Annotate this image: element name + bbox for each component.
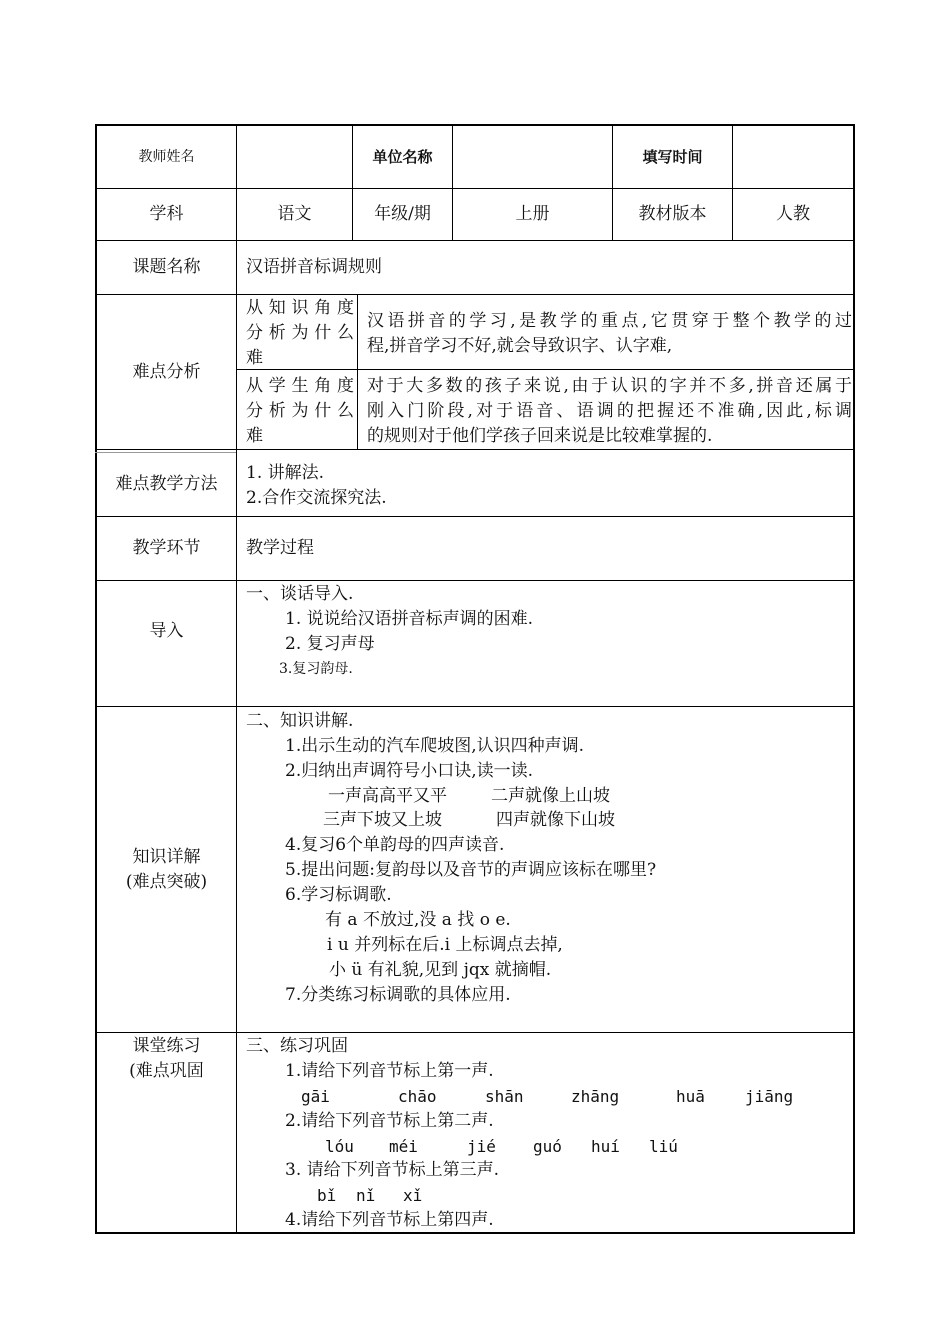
unit-name-value bbox=[453, 126, 612, 188]
pinyin-word: shān bbox=[485, 1087, 524, 1106]
subject-value: 语文 bbox=[277, 204, 312, 224]
rhyme-fourth-tone: 四声就像下山坡 bbox=[496, 810, 615, 830]
topic-value: 汉语拼音标调规则 bbox=[246, 257, 382, 277]
teacher-name-label: 教师姓名 bbox=[138, 148, 195, 165]
knowledge-item-4: 4.复习6个单韵母的四声读音. bbox=[285, 835, 505, 855]
knowledge-item-6: 6.学习标调歌. bbox=[285, 885, 392, 905]
process-value: 教学过程 bbox=[246, 538, 314, 558]
song-line-1: 有 a 不放过,没 a 找 o e. bbox=[325, 910, 511, 930]
pinyin-word: liú bbox=[649, 1137, 678, 1156]
topic-label: 课题名称 bbox=[132, 257, 201, 277]
song-line-3: 小 ü 有礼貌,见到 jqx 就摘帽. bbox=[329, 960, 552, 980]
grade-value: 上册 bbox=[515, 204, 550, 224]
pinyin-word: jié bbox=[467, 1137, 496, 1156]
teacher-name-value bbox=[237, 126, 352, 188]
difficulty-label: 难点分析 bbox=[132, 361, 201, 382]
subject-label: 学科 bbox=[149, 204, 184, 224]
rhyme-third-tone: 三声下坡又上坡 bbox=[323, 810, 442, 830]
rhyme-second-tone: 二声就像上山坡 bbox=[491, 786, 610, 806]
knowledge-item-7: 7.分类练习标调歌的具体应用. bbox=[285, 985, 511, 1005]
knowledge-item-5: 5.提出问题:复韵母以及音节的声调应该标在哪里? bbox=[285, 860, 657, 880]
knowledge-item-1: 1.出示生动的汽车爬坡图,认识四种声调. bbox=[285, 736, 585, 756]
edition-label: 教材版本 bbox=[638, 204, 707, 224]
fill-time-label: 填写时间 bbox=[642, 147, 703, 166]
document-page: 教师姓名 单位名称 填写时间 学科 语文 年级/期 上册 教材版本 人教 课题名称 汉语拼音标调规则 难点分析 从知识角度 分析为什么 难 汉语拼音的学习,是教学的重点,它贯穿于整个教学的过 程,拼音学习不好,就会导致识字、认字难, 从学生角度 分析为什么 难 对于大多数的孩子来说,由于认识的字并不多,拼音还属于 刚入门阶段,对于语音、语调的把握还不准确,因此,标调 的规则对于他们学孩子回来说是比较难掌握的. 难点教学方法 1. 讲解法. 2.合作交流探究法. 教学环节 教学过程 导入 一、谈话导入. 1. 说说给汉语拼音标声调的困难. 2. 复习声母 3.复习韵母. 知识详解 (难点突破) 二、知识讲解. 1.出示生动的汽车爬坡图,认识四种声调. 2.归纳出声调符号小口诀,读一读. 一声高高平又平 二声就像上山坡 三声下坡又上坡 四声就像下山坡 4.复习6个单韵母的四声读音. 5.提出问题:复韵母以及音节的声调应该标在哪里? 6.学习标调歌. 有 a 不放过,没 a 找 o e. i u 并列标在后.i 上标调点去掉, 小 ü 有礼貌,见到 jqx 就摘帽. 7.分类练习标调歌的具体应用. 课堂练习 (难点巩固 三、练习巩固 1.请给下列音节标上第一声. gāi chāo shān zhāng huā jiāng 2.请给下列音节标上第二声. lóu méi jié guó huí liú 3. 请给下列音节标上第三声. bǐ nǐ xǐ 4.请给下列音节标上第四声. bbox=[0, 0, 950, 1344]
practice-q3: 3. 请给下列音节标上第三声. bbox=[285, 1160, 500, 1180]
intro-title: 一、谈话导入. bbox=[246, 584, 354, 604]
rhyme-first-tone: 一声高高平又平 bbox=[328, 786, 447, 806]
intro-item-3: 3.复习韵母. bbox=[279, 661, 353, 677]
intro-label: 导入 bbox=[149, 621, 184, 641]
grade-label: 年级/期 bbox=[374, 204, 431, 224]
practice-q4: 4.请给下列音节标上第四声. bbox=[285, 1210, 494, 1230]
pinyin-word: méi bbox=[389, 1137, 418, 1156]
pinyin-word: bǐ bbox=[317, 1186, 337, 1205]
intro-item-1: 1. 说说给汉语拼音标声调的困难. bbox=[285, 609, 534, 629]
intro-item-2: 2. 复习声母 bbox=[285, 634, 375, 654]
practice-title: 三、练习巩固 bbox=[246, 1036, 348, 1056]
practice-q2: 2.请给下列音节标上第二声. bbox=[285, 1111, 494, 1131]
pinyin-word: nǐ bbox=[356, 1186, 376, 1205]
pinyin-word: gāi bbox=[301, 1087, 330, 1106]
knowledge-title: 二、知识讲解. bbox=[246, 711, 354, 731]
knowledge-item-2: 2.归纳出声调符号小口诀,读一读. bbox=[285, 761, 534, 781]
song-line-2: i u 并列标在后.i 上标调点去掉, bbox=[327, 935, 563, 955]
process-label: 教学环节 bbox=[132, 538, 201, 558]
practice-q1: 1.请给下列音节标上第一声. bbox=[285, 1061, 494, 1081]
pinyin-word: jiāng bbox=[745, 1087, 794, 1106]
method-line-1: 1. 讲解法. bbox=[246, 463, 325, 483]
pinyin-word: huí bbox=[591, 1137, 620, 1156]
unit-name-label: 单位名称 bbox=[372, 147, 433, 166]
edition-value: 人教 bbox=[776, 204, 810, 224]
pinyin-word: guó bbox=[533, 1137, 562, 1156]
fill-time-value bbox=[733, 126, 853, 188]
method-label: 难点教学方法 bbox=[115, 474, 218, 494]
pinyin-word: chāo bbox=[398, 1087, 437, 1106]
pinyin-word: zhāng bbox=[571, 1087, 620, 1106]
pinyin-word: lóu bbox=[325, 1137, 354, 1156]
pinyin-word: huā bbox=[676, 1087, 705, 1106]
method-line-2: 2.合作交流探究法. bbox=[246, 488, 387, 508]
pinyin-word: xǐ bbox=[403, 1186, 423, 1205]
